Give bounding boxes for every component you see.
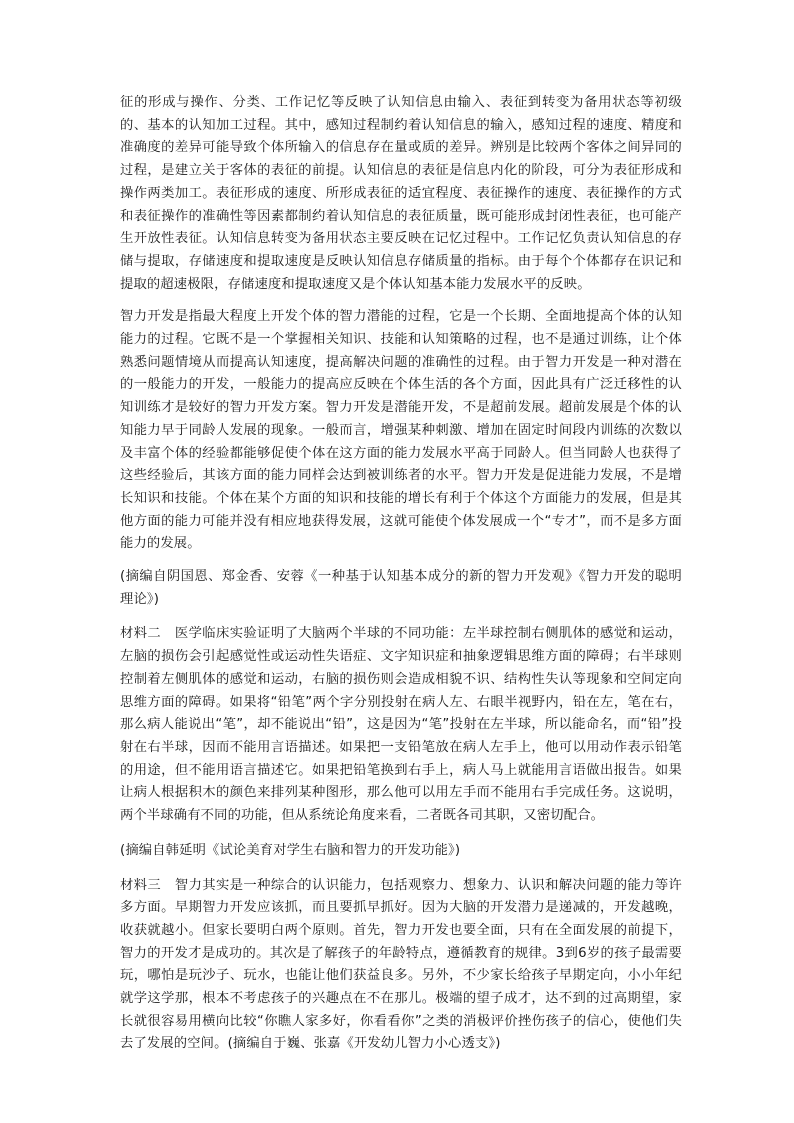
paragraph-cognitive-processes: 征的形成与操作、分类、工作记忆等反映了认知信息由输入、表征到转变为备用状态等初级的、基本的认知加工过程。其中，感知过程制约着认知信息的输入，感知过程的速度、精度和准确度的差异可能导致个体所输入的信息存在量或质的差异。辨别是比较两个客体之间异同的过程，是建立关于客体的表征的前提。认知信息的表征是信息内化的阶段，可分为表征形成和操作两类加工。表征形成的速度、所形成表征的适宜程度、表征操作的速度、表征操作的方式和表征操作的准确性等因素都制约着认知信息的表征质量，既可能形成封闭性表征，也可能产生开放性表征。认知信息转变为备用状态主要反映在记忆过程中。工作记忆负责认知信息的存储与提取，存储速度和提取速度是反映认知信息存储质量的指标。由于每个个体都存在识记和提取的超速极限，存储速度和提取速度又是个体认知基本能力发展水平的反映。	[120, 95, 682, 292]
document-page	[120, 92, 682, 1056]
citation-material-one: (摘编自阴国恩、郑金香、安蓉《一种基于认知基本成分的新的智力开发观》《智力开发的聪明理论》)	[120, 569, 682, 607]
paragraph-material-three: 材料三 智力其实是一种综合的认识能力，包括观察力、想象力、认识和解决问题的能力等许多方面。早期智力开发应该抓，而且要抓早抓好。因为大脑的开发潜力是递减的，开发越晚，收获就越小。但家长要明白两个原则。首先，智力开发也要全面，只有在全面发展的前提下，智力的开发才是成功的。其次是了解孩子的年龄特点，遵循教育的规律。3到6岁的孩子最需要玩，哪怕是玩沙子、玩水，也能让他们获益良多。另外，不少家长给孩子早期定向，小小年纪就学这学那，根本不考虑孩子的兴趣点在不在那儿。极端的望子成才，达不到的过高期望，家长就很容易用横向比较“你瞧人家多好，你看看你”之类的消极评价挫伤孩子的信心，使他们失去了发展的空间。(摘编自于巍、张嘉《开发幼儿智力小心透支》)	[120, 877, 682, 1052]
paragraph-intelligence-development: 智力开发是指最大程度上开发个体的智力潜能的过程，它是一个长期、全面地提高个体的认知能力的过程。它既不是一个掌握相关知识、技能和认知策略的过程，也不是通过训练，让个体熟悉问题情境从而提高认知速度，提高解决问题的准确性的过程。由于智力开发是一种对潜在的一般能力的开发，一般能力的提高应反映在个体生活的各个方面，因此具有广泛迁移性的认知训练才是较好的智力开发方案。智力开发是潜能开发，不是超前发展。超前发展是个体的认知能力早于同龄人发展的现象。一般而言，增强某种刺激、增加在固定时间段内训练的次数以及丰富个体的经验都能够促使个体在这方面的能力发展水平高于同龄人。但当同龄人也获得了这些经验后，其该方面的能力同样会达到被训练者的水平。智力开发是促进能力发展，不是增长知识和技能。个体在某个方面的知识和技能的增长有利于个体这个方面能力的发展，但是其他方面的能力可能并没有相应地获得发展，这就可能使个体发展成一个“专才”，而不是多方面能力的发展。	[120, 309, 682, 552]
citation-material-two: (摘编自韩延明《试论美育对学生右脑和智力的开发功能》)	[120, 842, 461, 858]
paragraph-material-two: 材料二 医学临床实验证明了大脑两个半球的不同功能：左半球控制右侧肌体的感觉和运动，左脑的损伤会引起感觉性或运动性失语症、文字知识症和抽象逻辑思维方面的障碍；右半球则控制着左侧肌体的感觉和运动，右脑的损伤则会造成相貌不识、结构性失认等现象和空间定向思维方面的障碍。如果将“铅笔”两个字分别投射在病人左、右眼半视野内，铅在左，笔在右，那么病人能说出“笔”，却不能说出“铅”，这是因为“笔”投射在左半球，所以能命名，而“铅”投射在右半球，因而不能用言语描述。如果把一支铅笔放在病人左手上，他可以用动作表示铅笔的用途，但不能用语言描述它。如果把铅笔换到右手上，病人马上就能用言语做出报告。如果让病人根据积木的颜色来排列某种图形，那么他可以用左手而不能用右手完成任务。这说明，两个半球确有不同的功能，但从系统论角度来看，二者既各司其职，又密切配合。	[120, 626, 682, 824]
